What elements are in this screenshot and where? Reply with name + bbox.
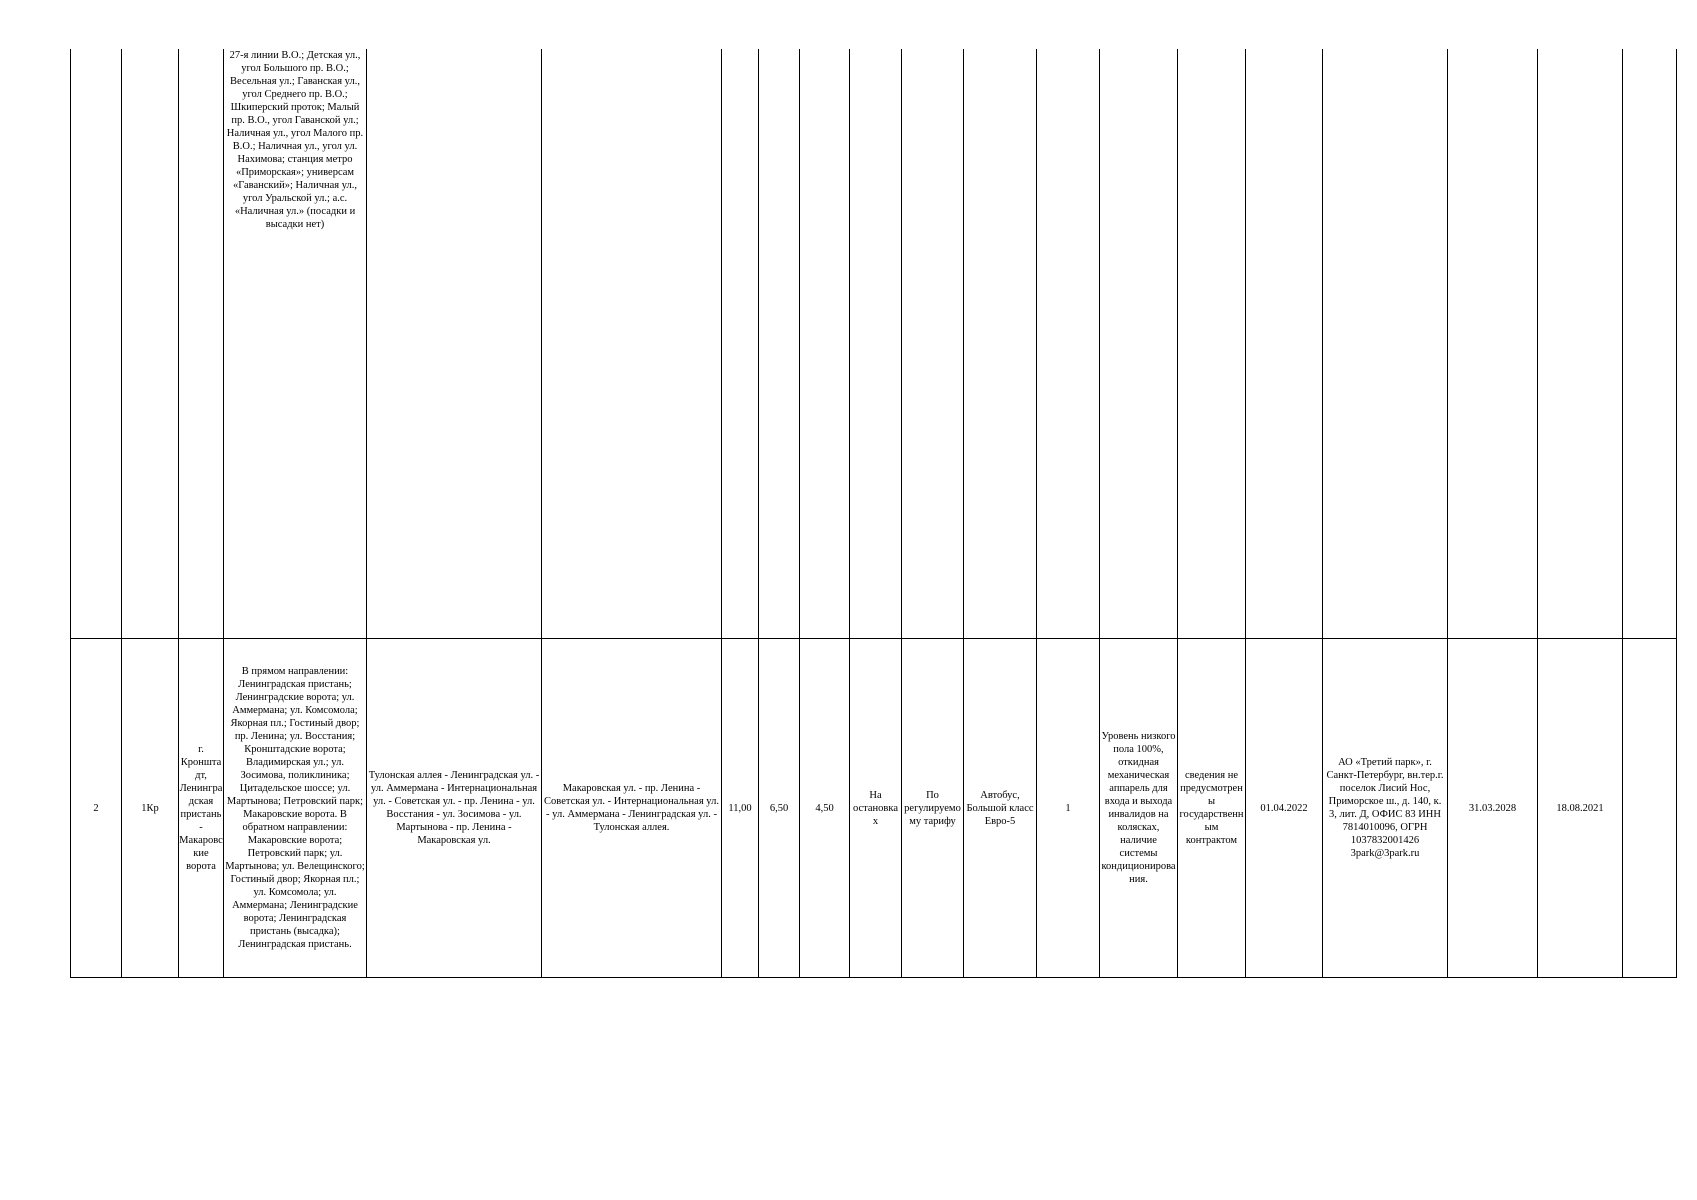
end-date-cell [1448,49,1538,639]
contract-cell: сведения не предусмотрены государственным контрактом [1178,639,1246,978]
table-row [71,639,1677,978]
characteristics-cell: Уровень низкого пола 100%, откидная механическая аппарель для входа и выхода инвалидов на колясках, наличие системы кондиционирования. [1100,639,1178,978]
length-forward-cell: 11,00 [722,639,759,978]
start-date-cell [1246,49,1323,639]
streets-backward-cell: Макаровская ул. - пр. Ленина - Советская ул. - Интернациональная ул. - ул. Аммермана - Ленинградская ул. - Тулонская аллея. [542,639,722,978]
end-date-cell: 31.03.2028 [1448,639,1538,978]
contract-cell [1178,49,1246,639]
length-total-cell [800,49,850,639]
stops-cell: 27-я линии В.О.; Детская ул., угол Большого пр. В.О.; Весельная ул.; Гаванская ул., угол Среднего пр. В.О.; Шкиперский проток; Малый пр. В.О., угол Гаванской ул.; Наличная ул., угол Малого пр. В.О.; Наличная ул., угол ул. Нахимова; станция метро «Приморская»; универсам «Гаванский»; Наличная ул., угол Уральской ул.; а.с. «Наличная ул.» (посадки и высадки нет) [224,49,367,639]
row-number-cell: 2 [71,639,122,978]
vehicle-count-cell [1037,49,1100,639]
vehicle-cell [964,49,1037,639]
vehicle-cell: Автобус, Большой класс Евро-5 [964,639,1037,978]
streets-forward-cell: Тулонская аллея - Ленинградская ул. - ул. Аммермана - Интернациональная ул. - Советская ул. - пр. Ленина - ул. Восстания - ул. Зосимова - ул. Мартынова - пр. Ленина - Макаровская ул. [367,639,542,978]
boarding-order-cell: На остановках [850,639,902,978]
characteristics-cell [1100,49,1178,639]
table-row [71,49,1677,639]
streets-backward-cell [542,49,722,639]
boarding-order-cell [850,49,902,639]
tariff-cell [902,49,964,639]
length-backward-cell: 6,50 [759,639,800,978]
carrier-cell: АО «Третий парк», г. Санкт-Петербург, вн.тер.г. поселок Лисий Нос, Приморское ш., д. 140, к. 3, лит. Д, ОФИС 83 ИНН 7814010096, ОГРН 1037832001426 3park@3park.ru [1323,639,1448,978]
route-name-cell: г. Кронштадт, Ленинградская пристань - Макаровские ворота [179,639,224,978]
start-date-cell: 01.04.2022 [1246,639,1323,978]
tariff-cell: По регулируемому тарифу [902,639,964,978]
row-number-cell [71,49,122,639]
route-register-table [70,49,1677,978]
notes-cell [1623,49,1677,639]
route-number-cell [122,49,179,639]
streets-forward-cell [367,49,542,639]
reg-date-cell: 18.08.2021 [1538,639,1623,978]
route-name-cell [179,49,224,639]
vehicle-count-cell: 1 [1037,639,1100,978]
stops-cell: В прямом направлении: Ленинградская пристань; Ленинградские ворота; ул. Аммермана; ул. Комсомола; Якорная пл.; Гостиный двор; пр. Ленина; ул. Восстания; Кронштадские ворота; Владимирская ул.; ул. Зосимова, поликлиника; Цитадельское шоссе; ул. Мартынова; Петровский парк; Макаровские ворота. В обратном направлении: Макаровские ворота; Петровский парк; ул. Мартынова; ул. Велещинского; Гостиный двор; Якорная пл.; ул. Комсомола; ул. Аммермана; Ленинградские ворота; Ленинградская пристань (высадка); Ленинградская пристань. [224,639,367,978]
route-number-cell: 1Кр [122,639,179,978]
length-total-cell: 4,50 [800,639,850,978]
length-backward-cell [759,49,800,639]
reg-date-cell [1538,49,1623,639]
carrier-cell [1323,49,1448,639]
notes-cell [1623,639,1677,978]
length-forward-cell [722,49,759,639]
